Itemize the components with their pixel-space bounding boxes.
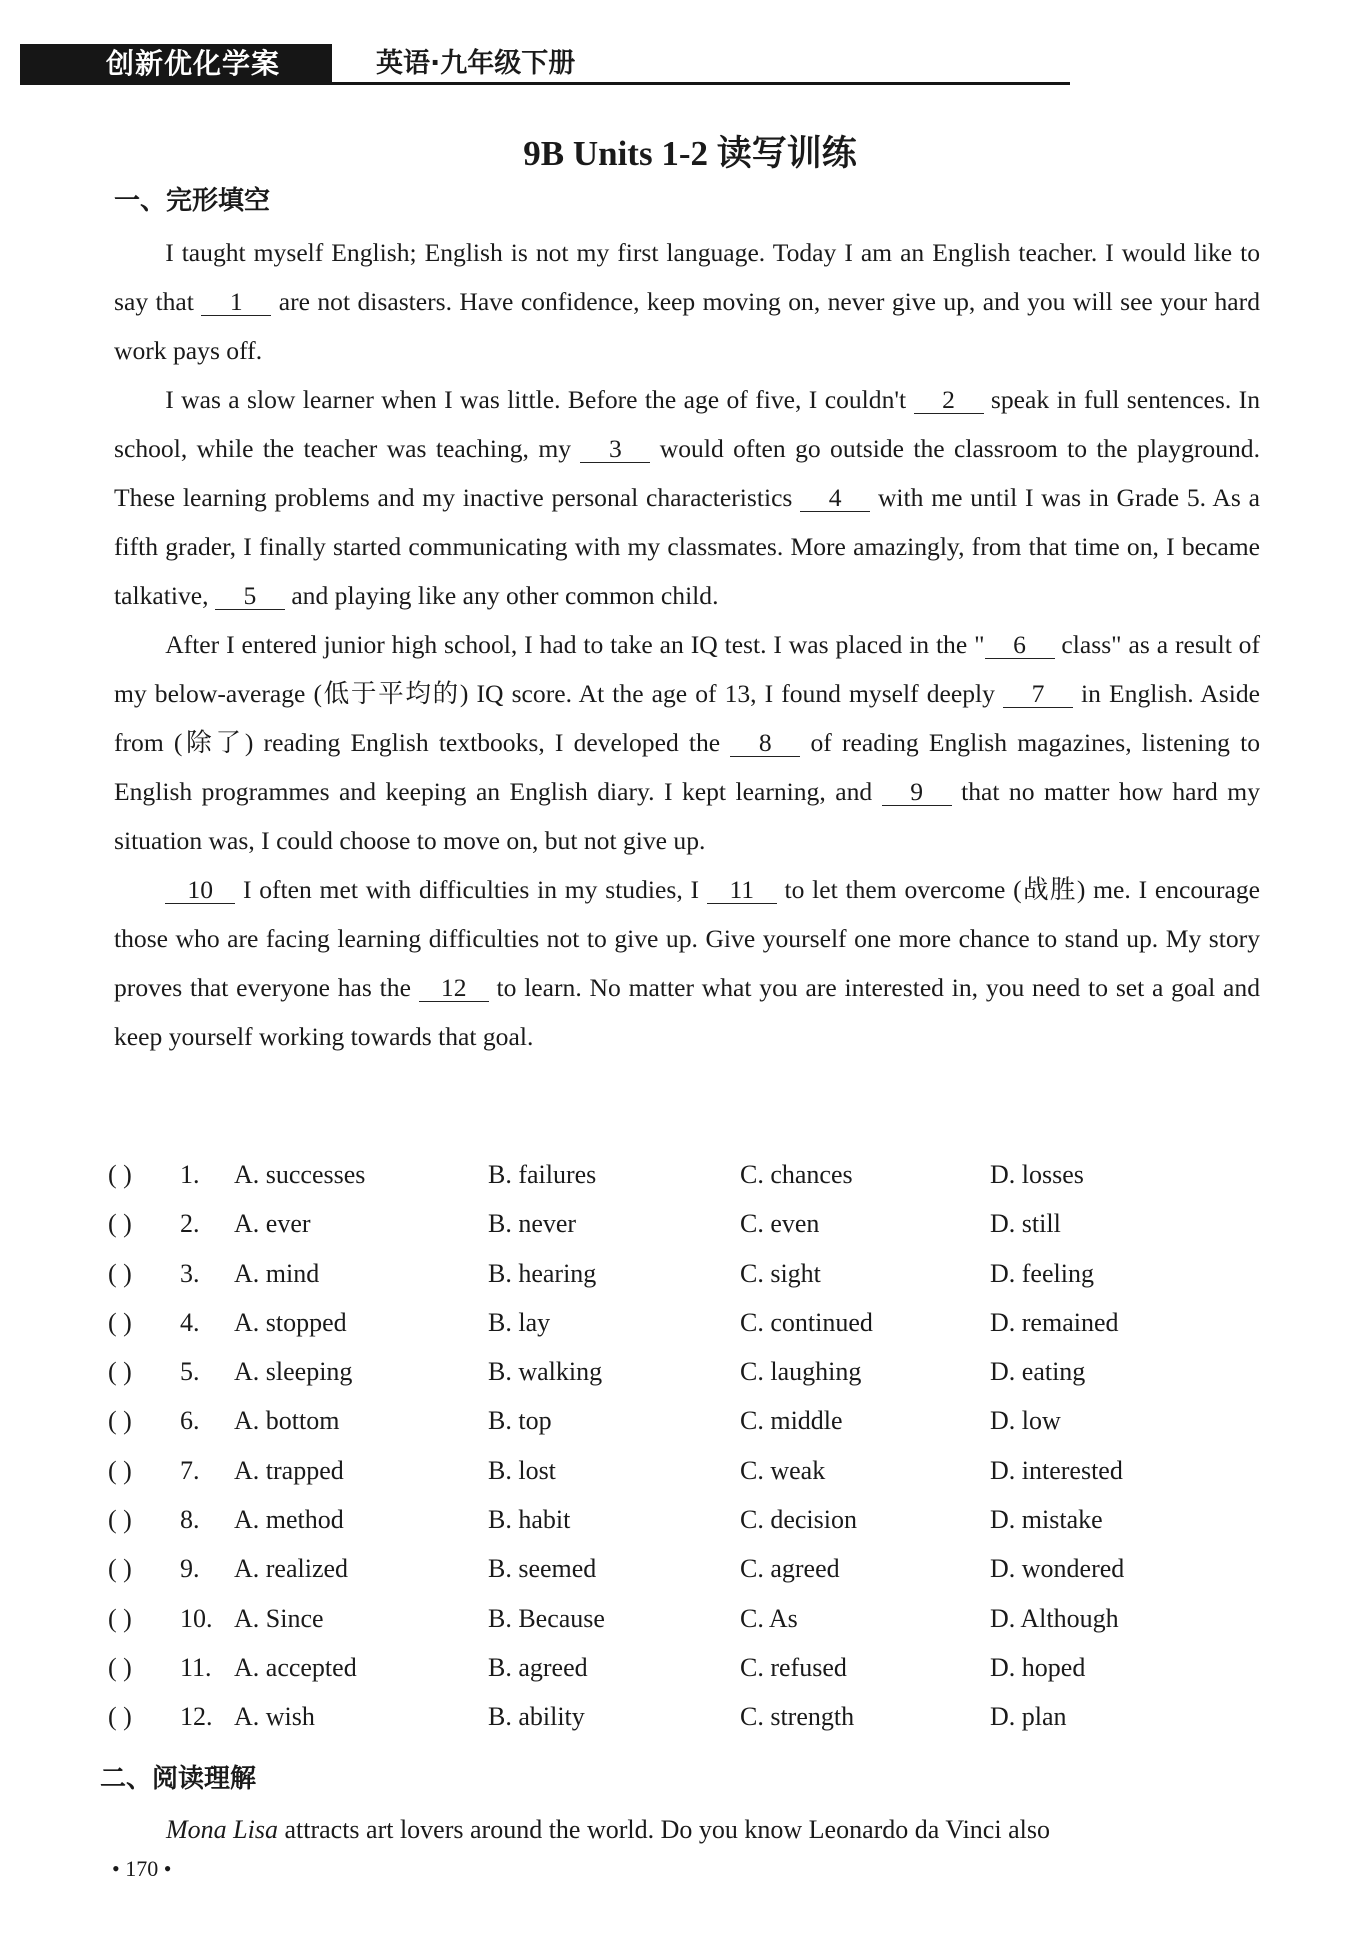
answer-options [108,1160,1268,1752]
blank-number: 1 [201,289,271,316]
passage-text: I often met with difficulties in my studies, I [235,875,707,904]
question-number: 1. [180,1160,200,1189]
blank-number: 4 [800,485,870,512]
option-b: B. failures [488,1160,597,1189]
option-d: D. mistake [990,1505,1103,1535]
blank-number: 3 [580,436,650,463]
question-row [108,1554,1268,1603]
option-d: D. losses [990,1160,1084,1189]
question-row [108,1160,1268,1209]
question-number: 9. [180,1554,200,1584]
question-row [108,1209,1268,1258]
option-b: B. lay [488,1307,551,1337]
option-c: C. continued [740,1307,873,1337]
option-a: A. accepted [234,1652,357,1682]
question-number: 10. [180,1603,213,1633]
answer-paren: ( ) [108,1554,132,1584]
question-number: 5. [180,1357,200,1387]
option-b: B. seemed [488,1554,597,1584]
answer-paren: ( ) [108,1505,132,1535]
question-row [108,1406,1268,1455]
passage-text: and playing like any other common child. [284,581,719,610]
option-d: D. hoped [990,1652,1086,1682]
option-b: B. never [488,1209,577,1239]
answer-paren: ( ) [108,1455,132,1485]
option-c: C. decision [740,1505,857,1535]
option-a: A. trapped [234,1455,344,1485]
passage-paragraph [114,375,1260,620]
header-rule [20,82,1070,85]
page-number: • 170 • [112,1856,172,1881]
answer-paren: ( ) [108,1702,132,1732]
option-d: D. eating [990,1357,1086,1387]
option-d: D. Although [990,1603,1119,1633]
page-header [20,44,1070,84]
passage-paragraph [114,865,1260,1061]
section-heading-cloze: 一、完形填空 [114,186,271,216]
question-number: 7. [180,1455,200,1485]
option-c: C. chances [740,1160,853,1189]
blank-number: 12 [419,975,489,1002]
passage-text: are not disasters. Have confidence, keep moving on, never give up, and you will see your hard work pays off. [114,287,1260,365]
blank-number: 8 [730,730,800,757]
option-c: C. laughing [740,1357,862,1387]
blank-number: 5 [215,583,285,610]
passage-text: to let them overcome (战胜) me. I encourage those who are facing learning difficulties not to give up. Give yourself one more chance to stand up. My story proves that everyone has the [114,875,1261,1002]
option-b: B. walking [488,1357,603,1387]
question-row [108,1456,1268,1505]
blank-number: 6 [985,632,1055,659]
option-b: B. lost [488,1455,556,1485]
passage-text: in English. Aside from (除了) reading English textbooks, I developed the [114,679,1260,757]
blank-number: 10 [165,877,235,904]
answer-paren: ( ) [108,1209,132,1239]
option-c: C. even [740,1209,820,1239]
answer-paren: ( ) [108,1652,132,1682]
brand-banner: 创新优化学案 [20,44,332,84]
reading-text: attracts art lovers around the world. Do you know Leonardo da Vinci also [277,1815,1050,1844]
option-b: B. Because [488,1603,605,1633]
option-b: B. hearing [488,1258,597,1288]
option-c: C. agreed [740,1554,840,1584]
question-number: 4. [180,1307,200,1337]
option-c: C. refused [740,1652,847,1682]
option-b: B. habit [488,1505,571,1535]
question-number: 12. [180,1702,213,1732]
passage-text: would often go outside the classroom to the playground. These learning problems and my inactive personal characteristics [114,434,1261,512]
option-d: D. remained [990,1307,1119,1337]
option-b: B. ability [488,1702,585,1732]
blank-number: 2 [914,387,984,414]
question-number: 2. [180,1209,200,1239]
answer-paren: ( ) [108,1406,132,1436]
option-a: A. method [234,1505,344,1535]
blank-number: 9 [882,779,952,806]
passage-text: After I entered junior high school, I had to take an IQ test. I was placed in the " [165,630,985,659]
option-d: D. low [990,1406,1061,1436]
passage-text: class" as a result of my below-average (低于平均的) IQ score. At the age of 13, I found myself deeply [114,630,1260,708]
option-a: A. bottom [234,1406,340,1436]
reading-passage [114,1810,1260,1850]
passage-text: of reading English magazines, listening to English programmes and keeping an English diary. I kept learning, and [114,728,1260,806]
option-a: A. wish [234,1702,315,1732]
reading-title-italic: Mona Lisa [166,1815,278,1844]
question-row [108,1702,1268,1751]
option-a: A. stopped [234,1307,347,1337]
option-a: A. mind [234,1258,320,1288]
question-row [108,1357,1268,1406]
option-d: D. still [990,1209,1061,1239]
option-d: D. feeling [990,1258,1094,1288]
option-c: C. middle [740,1406,843,1436]
question-number: 8. [180,1505,200,1535]
option-a: A. realized [234,1554,349,1584]
passage-text: that no matter how hard my situation was, I could choose to move on, but not give up. [114,777,1260,855]
question-number: 3. [180,1258,200,1288]
passage-paragraph [114,620,1260,865]
passage-text: I was a slow learner when I was little. Before the age of five, I couldn't [165,385,914,414]
section-heading-reading: 二、阅读理解 [100,1764,257,1794]
answer-paren: ( ) [108,1603,132,1633]
question-row [108,1259,1268,1308]
option-d: D. plan [990,1702,1067,1732]
question-row [108,1308,1268,1357]
question-row [108,1604,1268,1653]
answer-paren: ( ) [108,1307,132,1337]
option-a: A. Since [234,1603,324,1633]
question-row [108,1653,1268,1702]
option-b: B. agreed [488,1652,588,1682]
option-c: C. sight [740,1258,821,1288]
option-c: C. weak [740,1455,826,1485]
cloze-passage [114,228,1260,1061]
passage-text: to learn. No matter what you are interested in, you need to set a goal and keep yourself working towards that goal. [114,973,1260,1051]
question-number: 6. [180,1406,200,1436]
passage-text: I taught myself English; English is not my first language. Today I am an English teacher. I would like to say that [114,238,1260,316]
subject-label: 英语·九年级下册 [376,48,576,79]
option-d: D. wondered [990,1554,1125,1584]
option-c: C. strength [740,1702,855,1732]
option-c: C. As [740,1603,798,1633]
option-a: A. successes [234,1160,366,1189]
page-title: 9B Units 1-2 读写训练 [523,134,857,173]
option-a: A. ever [234,1209,311,1239]
blank-number: 11 [707,877,777,904]
option-b: B. top [488,1406,552,1436]
passage-text: speak in full sentences. In school, while the teacher was teaching, my [114,385,1260,463]
passage-text: with me until I was in Grade 5. As a fifth grader, I finally started communicating with my classmates. More amazingly, from that time on, I became talkative, [114,483,1260,610]
answer-paren: ( ) [108,1258,132,1288]
answer-paren: ( ) [108,1357,132,1387]
answer-paren: ( ) [108,1160,132,1189]
option-a: A. sleeping [234,1357,353,1387]
question-row [108,1505,1268,1554]
option-d: D. interested [990,1455,1123,1485]
blank-number: 7 [1003,681,1073,708]
passage-paragraph [114,228,1260,375]
question-number: 11. [180,1652,212,1682]
